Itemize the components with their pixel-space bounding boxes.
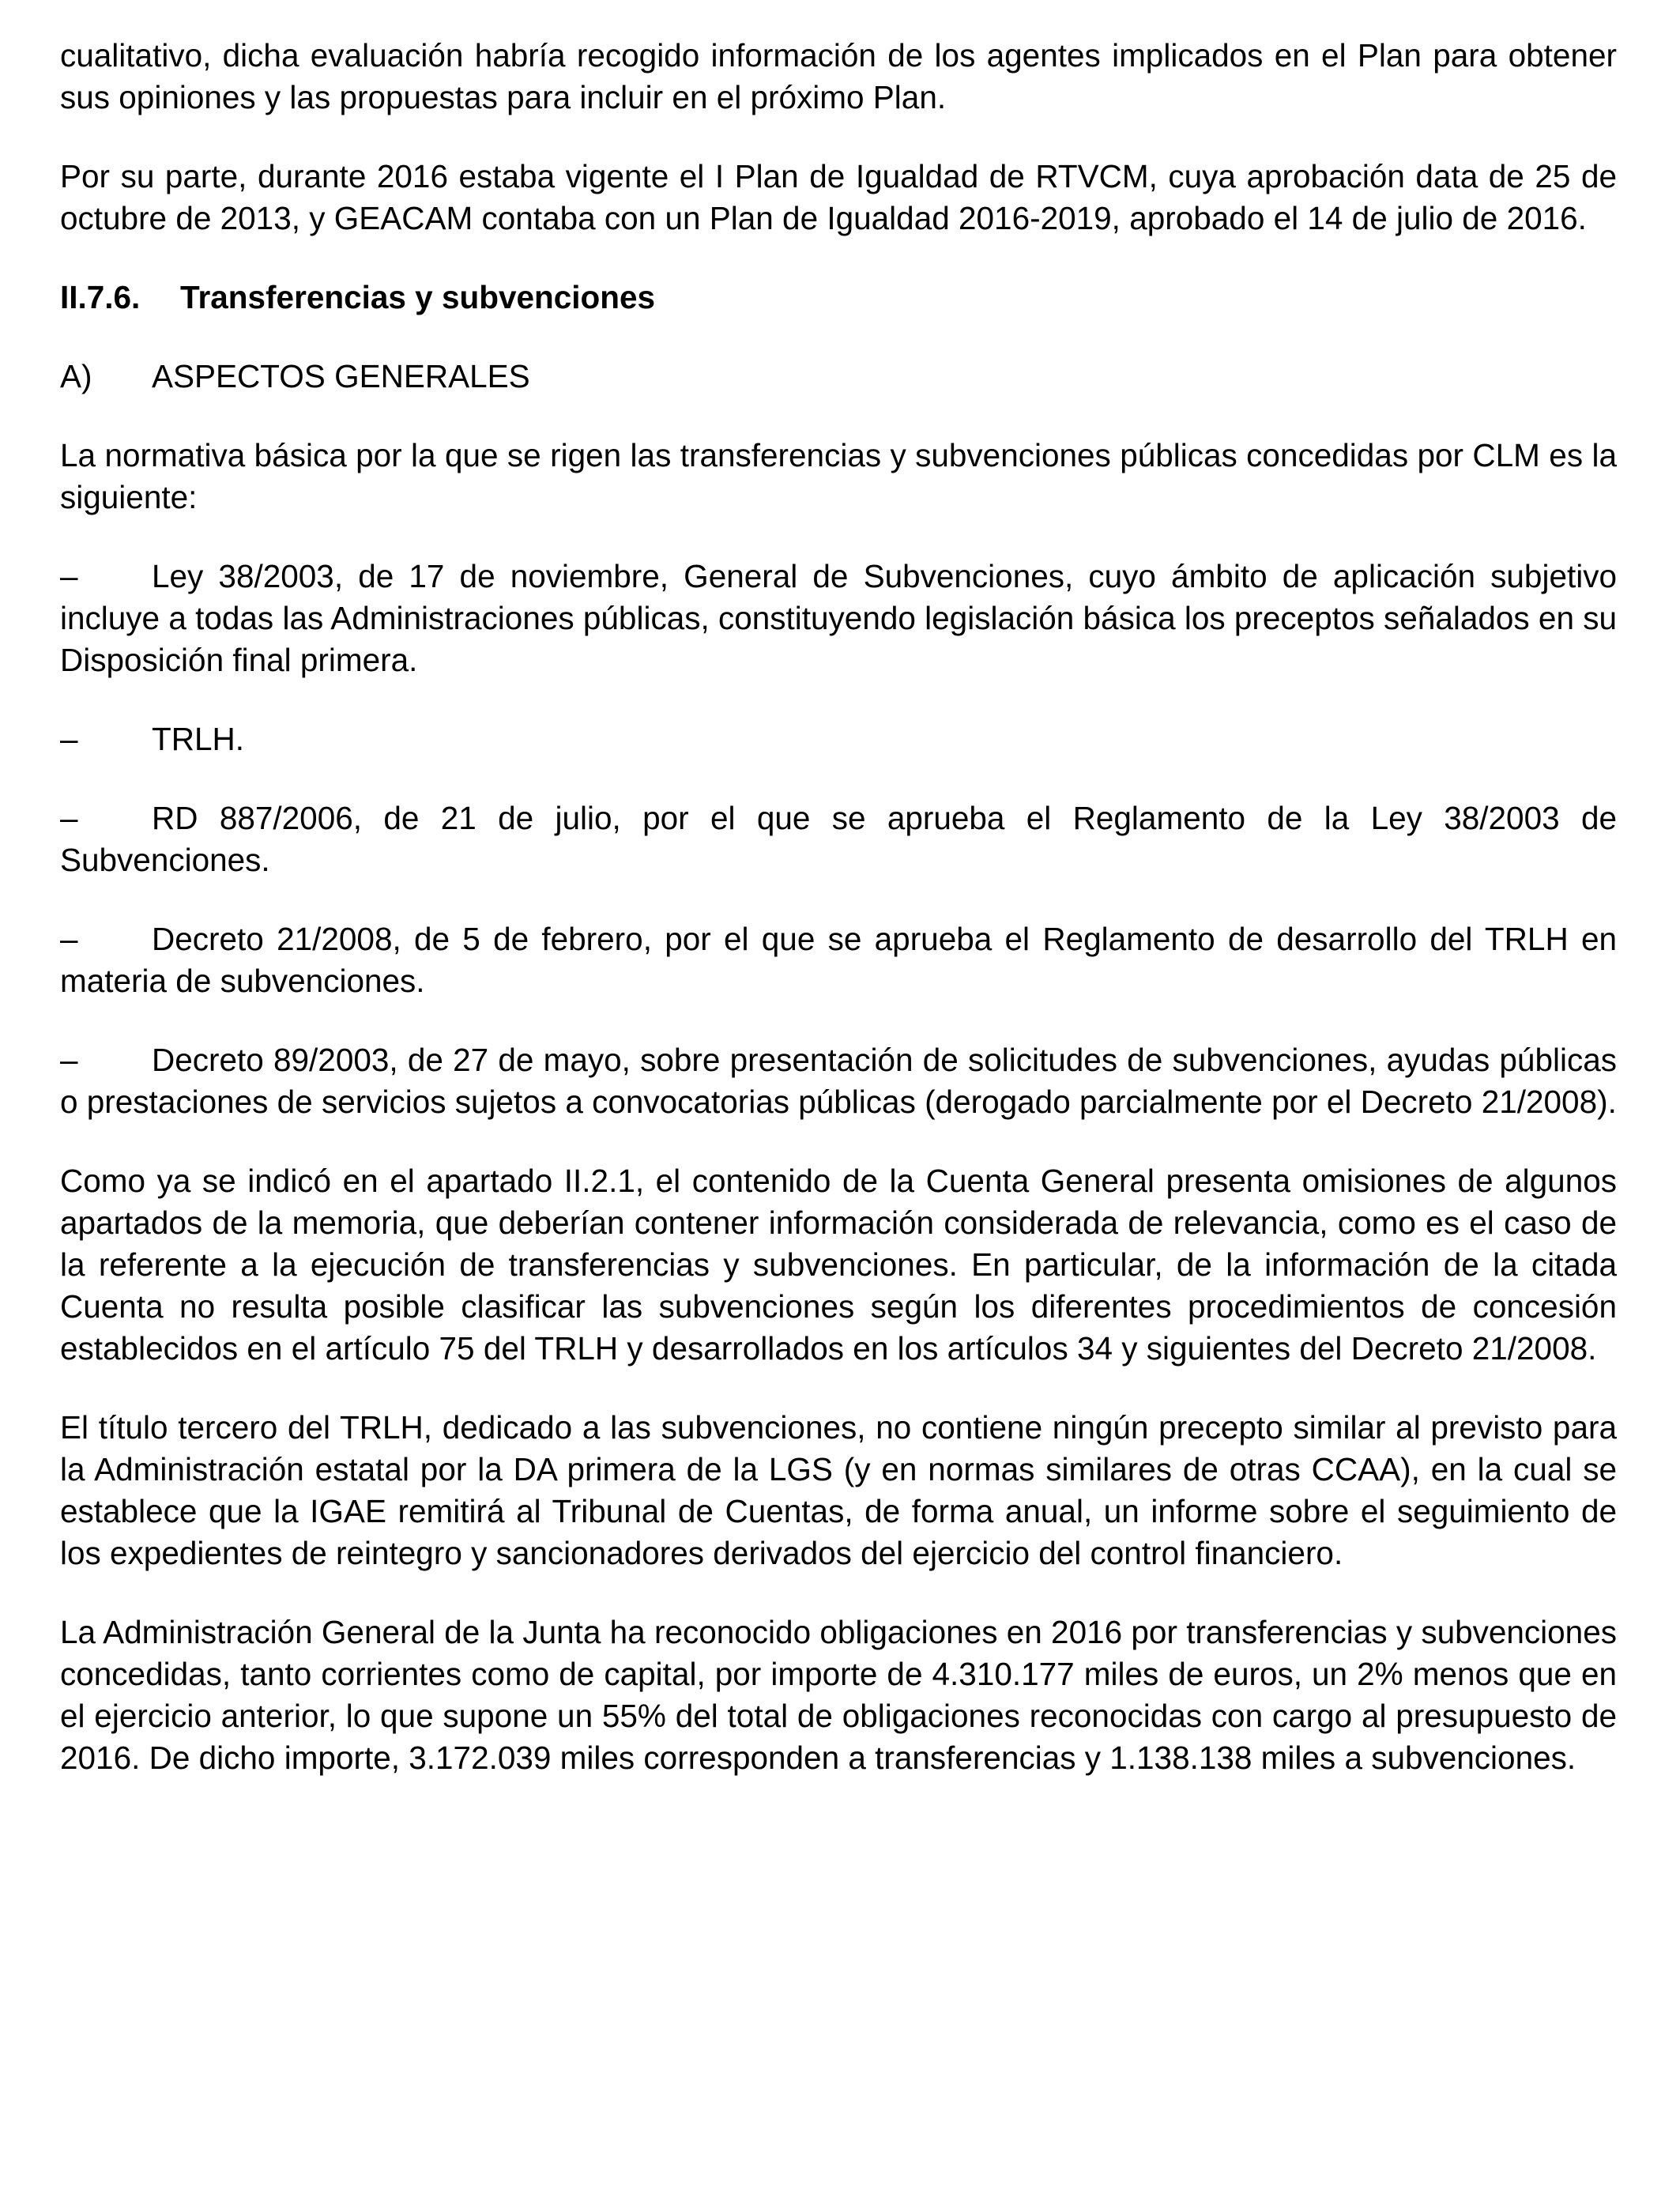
list-item-text: TRLH. — [152, 721, 245, 757]
section-title: Transferencias y subvenciones — [180, 279, 656, 315]
bullet-marker: – — [60, 921, 78, 957]
paragraph-equality-plans: Por su parte, durante 2016 estaba vigente el I Plan de Igualdad de RTVCM, cuya aprobación data de 25 de octubre de 2013, y GEACAM contaba con un Plan de Igualdad 2016-2019, aprobado el 14 de julio de 2016. — [60, 158, 1617, 236]
bullet-marker: – — [60, 721, 78, 757]
paragraph-titulo-tercero: El título tercero del TRLH, dedicado a las subvenciones, no contiene ningún precepto similar al previsto para la Administración estatal por la DA primera de la LGS (y en normas similares de otras CCAA), en la cual se establece que la IGAE remitirá al Tribunal de Cuentas, de forma anual, un informe sobre el seguimiento de los expedientes de reintegro y sancionadores derivados del ejercicio del control financiero. — [60, 1409, 1617, 1571]
list-item-text: Ley 38/2003, de 17 de noviembre, General de Subvenciones, cuyo ámbito de aplicación subjetivo incluye a todas las Administraciones públicas, constituyendo legislación básica los preceptos señalados en su Disposición final primera. — [60, 558, 1617, 678]
paragraph-cuenta-general: Como ya se indicó en el apartado II.2.1, el contenido de la Cuenta General presenta omisiones de algunos apartados de la memoria, que deberían contener información considerada de relevancia, como es el caso de la referente a la ejecución de transferencias y subvenciones. En particular, de la información de la citada Cuenta no resulta posible clasificar las subvenciones según los diferentes procedimientos de concesión establecidos en el artículo 75 del TRLH y desarrollados en los artículos 34 y siguientes del Decreto 21/2008. — [60, 1163, 1617, 1367]
list-item-text: Decreto 89/2003, de 27 de mayo, sobre presentación de solicitudes de subvenciones, ayudas públicas o prestaciones de servicios sujetos a convocatorias públicas (derogado parcialmente por el Decreto 21/2008). — [60, 1042, 1617, 1120]
paragraph-obligaciones: La Administración General de la Junta ha reconocido obligaciones en 2016 por transferencias y subvenciones concedidas, tanto corrientes como de capital, por importe de 4.310.177 miles de euros, un 2% menos que en el ejercicio anterior, lo que supone un 55% del total de obligaciones reconocidas con cargo al presupuesto de 2016. De dicho importe, 3.172.039 miles corresponden a transferencias y 1.138.138 miles a subvenciones. — [60, 1614, 1617, 1776]
list-item — [60, 1039, 1617, 1123]
section-number: II.7.6. — [60, 279, 141, 315]
subsection-title: ASPECTOS GENERALES — [152, 358, 530, 394]
list-item — [60, 718, 1617, 760]
subsection-letter: A) — [60, 358, 92, 394]
bullet-marker: – — [60, 1042, 78, 1078]
list-item — [60, 918, 1617, 1002]
list-item — [60, 797, 1617, 881]
paragraph-normativa-intro: La normativa básica por la que se rigen las transferencias y subvenciones públicas concedidas por CLM es la siguiente: — [60, 437, 1617, 515]
bullet-marker: – — [60, 800, 78, 836]
bullet-marker: – — [60, 558, 78, 594]
list-item-text: Decreto 21/2008, de 5 de febrero, por el que se aprueba el Reglamento de desarrollo del TRLH en materia de subvenciones. — [60, 921, 1617, 999]
paragraph-evaluation: cualitativo, dicha evaluación habría recogido información de los agentes implicados en el Plan para obtener sus opiniones y las propuestas para incluir en el próximo Plan. — [60, 37, 1617, 115]
section-heading — [60, 277, 1617, 319]
list-item-text: RD 887/2006, de 21 de julio, por el que se aprueba el Reglamento de la Ley 38/2003 de Subvenciones. — [60, 800, 1617, 878]
subsection-heading — [60, 356, 1617, 398]
list-item — [60, 556, 1617, 681]
document-page — [60, 35, 1617, 1816]
